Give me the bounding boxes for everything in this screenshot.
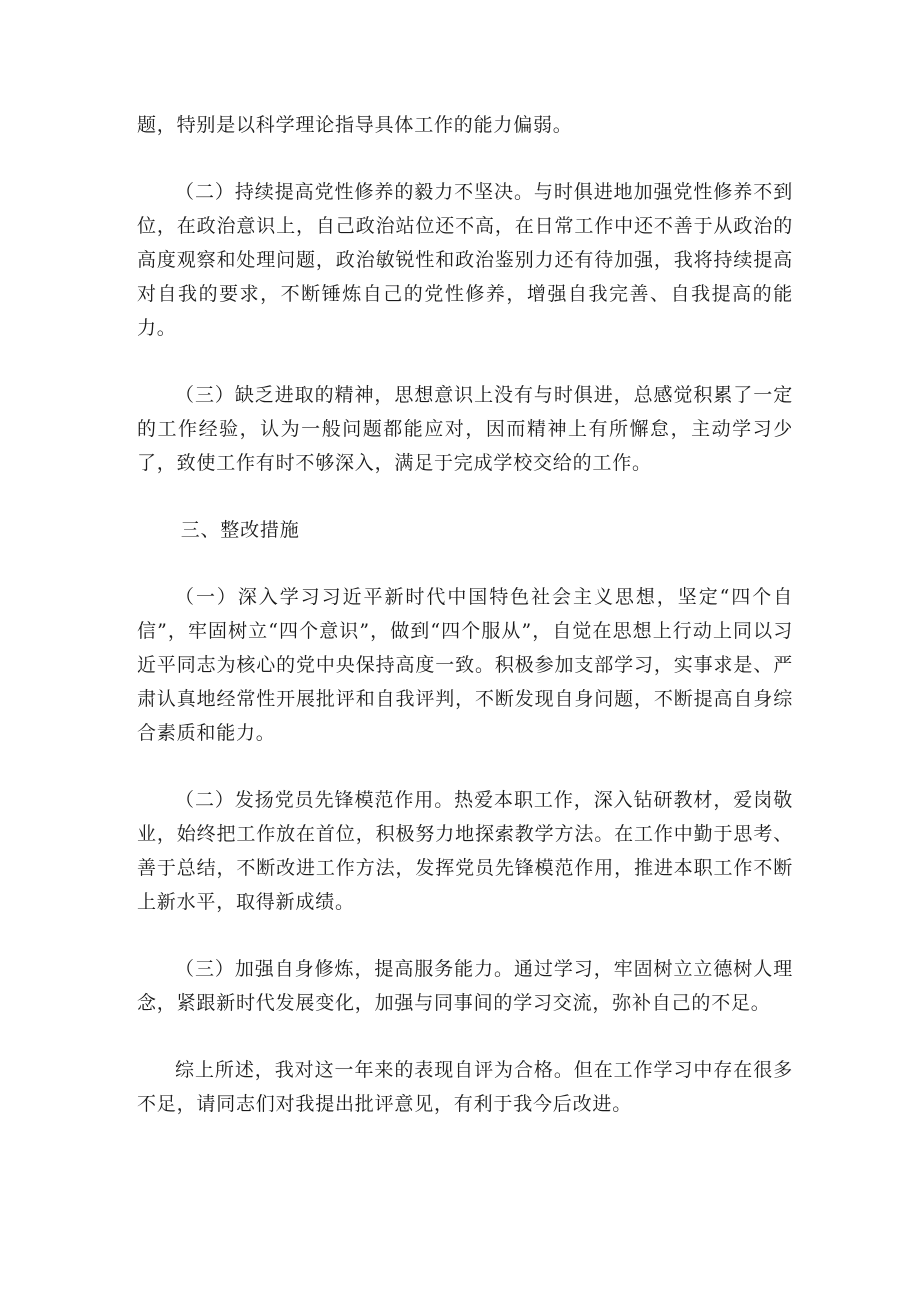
paragraph-measure-3: （三）加强自身修炼，提高服务能力。通过学习，牢固树立立德树人理念，紧跟新时代发展变化，加强与同事间的学习交流，弥补自己的不足。: [137, 958, 793, 1014]
paragraph-problem-2: （二）持续提高党性修养的毅力不坚决。与时俱进地加强党性修养不到位，在政治意识上，自己政治站位还不高，在日常工作中还不善于从政治的高度观察和处理问题，政治敏锐性和政治鉴别力还有待加强，我将持续提高对自我的要求，不断锤炼自己的党性修养，增强自我完善、自我提高的能力。: [137, 181, 793, 339]
paragraph-spacer: [137, 345, 793, 378]
section-heading-rectification: 三、整改措施: [180, 519, 300, 541]
paragraph-measure-1: （一）深入学习习近平新时代中国特色社会主义思想，坚定“四个自信”，牢固树立“四个意识”，做到“四个服从”，自觉在思想上行动上同以习近平同志为核心的党中央保持高度一致。积极参加支部学习，实事求是、严肃认真地经常性开展批评和自我评判，不断发现自身问题，不断提高自身综合素质和能力。: [137, 586, 793, 744]
paragraph-spacer: [137, 480, 793, 513]
paragraph-spacer: [137, 547, 793, 580]
paragraph-spacer: [137, 750, 793, 783]
paragraph-spacer: [137, 1020, 793, 1053]
paragraph-spacer: [137, 919, 793, 952]
paragraph-measure-2: （二）发扬党员先锋模范作用。热爱本职工作，深入钻研教材，爱岗敬业，始终把工作放在首位，积极努力地探索教学方法。在工作中勤于思考、善于总结，不断改进工作方法，发挥党员先锋模范作用，推进本职工作不断上新水平，取得新成绩。: [137, 789, 793, 913]
paragraph-continuation: 题，特别是以科学理论指导具体工作的能力偏弱。: [137, 114, 573, 136]
document-body: [137, 108, 793, 1121]
paragraph-spacer: [137, 142, 793, 175]
paragraph-problem-3: （三）缺乏进取的精神，思想意识上没有与时俱进，总感觉积累了一定的工作经验，认为一般问题都能应对，因而精神上有所懈怠，主动学习少了，致使工作有时不够深入，满足于完成学校交给的工作。: [137, 384, 793, 474]
paragraph-conclusion: 综上所述，我对这一年来的表现自评为合格。但在工作学习中存在很多不足，请同志们对我提出批评意见，有利于我今后改进。: [137, 1059, 793, 1115]
